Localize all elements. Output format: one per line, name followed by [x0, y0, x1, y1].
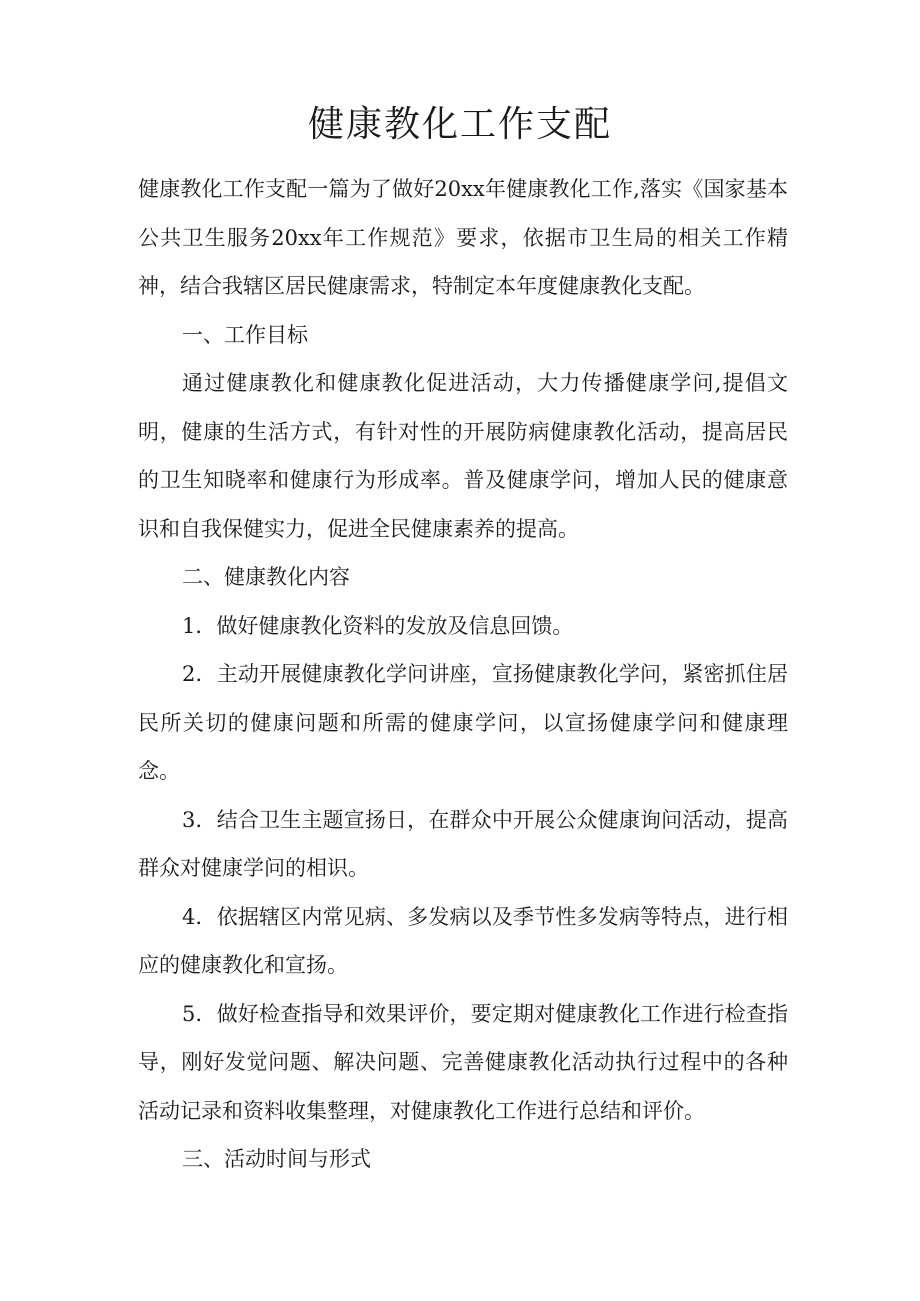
section-heading-goals: 一、工作目标 — [182, 322, 308, 347]
document-title: 健康教化工作支配 — [307, 104, 612, 145]
section-heading-schedule: 三、活动时间与形式 — [182, 1147, 371, 1171]
document-body — [138, 165, 788, 1184]
intro-paragraph: 健康教化工作支配一篇为了做好20xx年健康教化工作,落实《国家基本公共卫生服务20xx年工作规范》要求，依据市卫生局的相关工作精神，结合我辖区居民健康需求，特制定本年度健康教化支配。 — [138, 177, 788, 298]
goals-paragraph: 通过健康教化和健康教化促进活动，大力传播健康学问,提倡文明，健康的生活方式，有针对性的开展防病健康教化活动，提高居民的卫生知晓率和健康行为形成率。普及健康学问，增加人民的健康意识和自我保健实力，促进全民健康素养的提高。 — [138, 371, 788, 541]
content-item-3: 3．结合卫生主题宣扬日，在群众中开展公众健康询问活动，提高群众对健康学问的相识。 — [138, 807, 788, 880]
content-item-5: 5．做好检查指导和效果评价，要定期对健康教化工作进行检查指导，刚好发觉问题、解决问题、完善健康教化活动执行过程中的各种活动记录和资料收集整理，对健康教化工作进行总结和评价。 — [138, 1001, 788, 1123]
section-heading-content: 二、健康教化内容 — [182, 565, 350, 589]
content-item-4: 4．依据辖区内常见病、多发病以及季节性多发病等特点，进行相应的健康教化和宣扬。 — [138, 904, 788, 977]
content-item-2: 2．主动开展健康教化学问讲座，宣扬健康教化学问，紧密抓住居民所关切的健康问题和所需的健康学问，以宣扬健康学问和健康理念。 — [138, 662, 788, 783]
content-item-1: 1．做好健康教化资料的发放及信息回馈。 — [182, 613, 574, 638]
